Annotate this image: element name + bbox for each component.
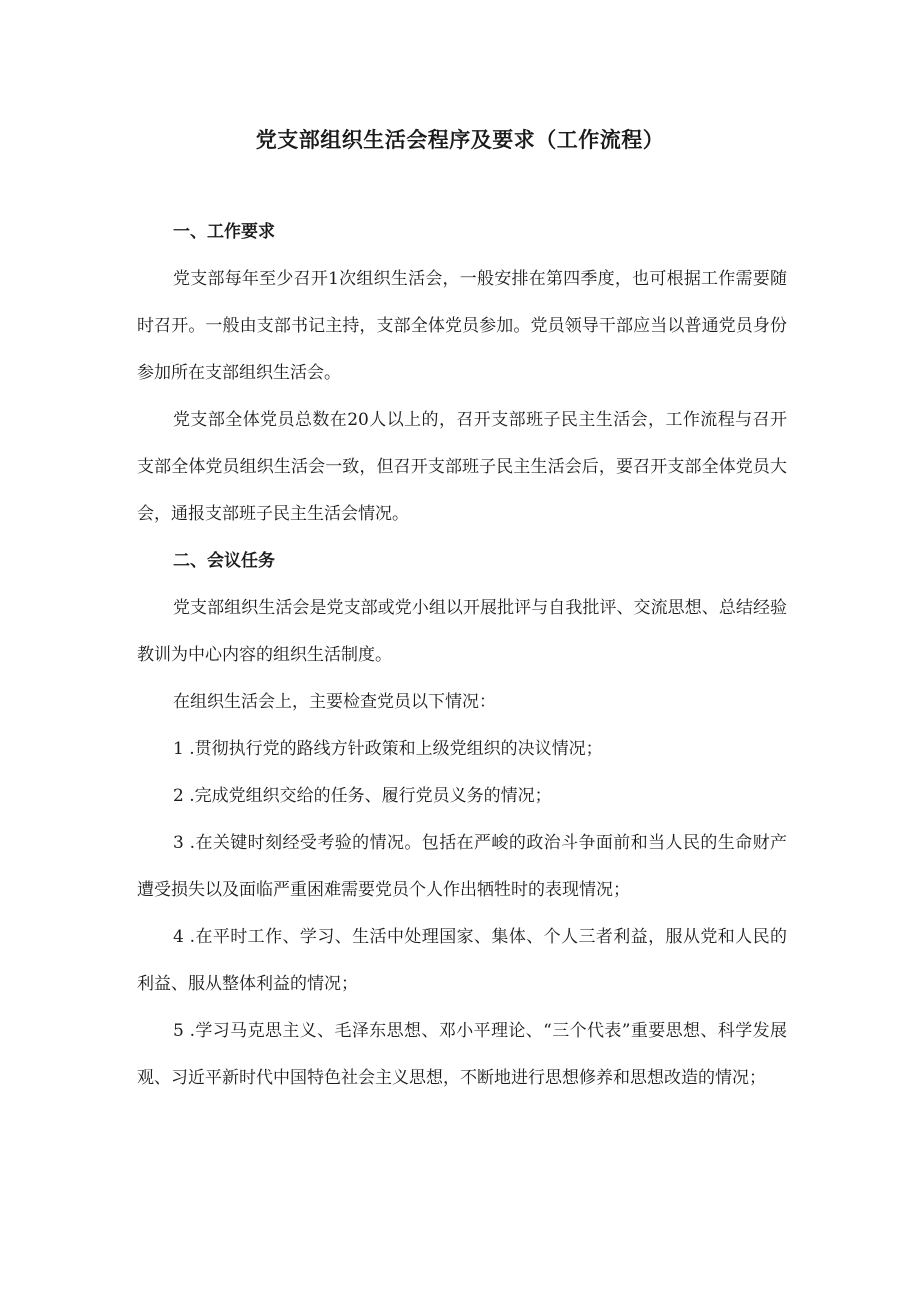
list-item: 2 .完成党组织交给的任务、履行党员义务的情况； [173,786,552,806]
paragraph-meeting-definition: 党支部组织生活会是党支部或党小组以开展批评与自我批评、交流思想、总结经验教训为中心内容的组织生活制度。 [137,598,787,665]
list-item: 4 .在平时工作、学习、生活中处理国家、集体、个人三者利益，服从党和人民的利益、服从整体利益的情况； [137,927,787,994]
section-heading-meeting-tasks: 二、会议任务 [173,551,275,571]
list-item: 1 .贯彻执行党的路线方针政策和上级党组织的决议情况； [173,739,603,759]
list-item: 5 .学习马克思主义、毛泽东思想、邓小平理论、“三个代表”重要思想、科学发展观、习近平新时代中国特色社会主义思想，不断地进行思想修养和思想改造的情况； [137,1021,787,1088]
paragraph-branch-committee-meeting: 党支部全体党员总数在20人以上的，召开支部班子民主生活会，工作流程与召开支部全体党员组织生活会一致，但召开支部班子民主生活会后，要召开支部全体党员大会，通报支部班子民主生活会情况。 [137,410,787,524]
document-body [137,209,787,1102]
page-title: 党支部组织生活会程序及要求（工作流程） [255,127,665,152]
paragraph-inspection-intro: 在组织生活会上，主要检查党员以下情况： [173,692,496,712]
section-heading-work-requirements: 一、工作要求 [173,222,275,242]
paragraph-annual-meeting: 党支部每年至少召开1次组织生活会，一般安排在第四季度，也可根据工作需要随时召开。一般由支部书记主持，支部全体党员参加。党员领导干部应当以普通党员身份参加所在支部组织生活会。 [137,269,787,383]
list-item: 3 .在关键时刻经受考验的情况。包括在严峻的政治斗争面前和当人民的生命财产遭受损失以及面临严重困难需要党员个人作出牺牲时的表现情况； [137,833,787,900]
